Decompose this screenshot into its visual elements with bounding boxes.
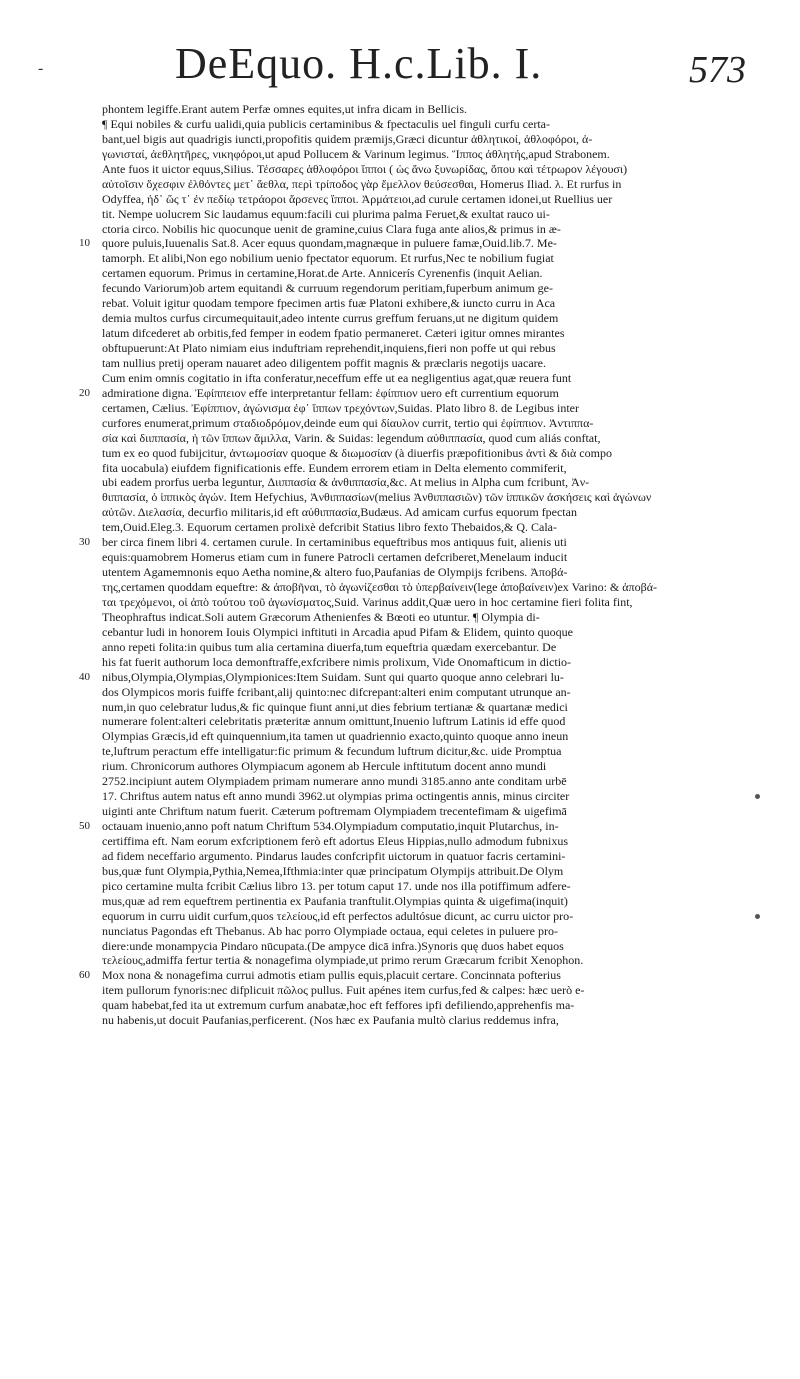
- text-line-content: tit. Nempe uolucrem Sic laudamus equum:facili cui plurima palma Feruet,& exultat rauco ui-: [102, 206, 550, 221]
- text-line: [102, 431, 742, 446]
- book-page: [38, 38, 750, 1338]
- text-line: [102, 998, 742, 1013]
- text-line: [102, 625, 742, 640]
- text-line-content: Theophraftus indicat.Soli autem Græcorum Athenienfes & Bœoti eo utuntur. ¶ Olympia di-: [102, 609, 540, 624]
- text-line-content: latum difcederet ab orbitis,fed femper in eodem fpatio permaneret. Cæteri igitur omnes mirantes: [102, 326, 565, 341]
- text-line: [102, 475, 742, 490]
- text-line: [102, 640, 742, 655]
- text-line-content: θιππασία, ὁ ἱππικὸς ἀγών. Item Hefychius, Ἀνθιππασίων(melius Ἀνθιππασιῶν) τῶν ἱππικῶν ἀσκήσεις καὶ ἀγώνων: [102, 490, 652, 505]
- text-line-content: admiratione digna. Ἐφίππειον effe interpretantur fellam: ἐφίππιον uero eft currentium equorum: [102, 385, 559, 400]
- text-line: [102, 610, 742, 625]
- text-line-content: num,in quo celebratur ludus,& fic quinque fiunt anni,ut dies febrium tertianæ & quartanæ medici: [102, 699, 568, 714]
- text-line: [102, 834, 742, 849]
- text-line: [102, 192, 742, 207]
- text-line: [79, 535, 742, 550]
- text-line: [102, 505, 742, 520]
- text-line-content: ¶ Equi nobiles & curfu ualidi,quia publicis certaminibus & fpectaculis uel finguli curfu certa-: [102, 116, 550, 131]
- text-line-content: tum ex eo quod fubijcitur, ἀντωμοσίαν quoque & διωμοσίαν (à diuerfis præpofitionibus ἀντὶ & διὰ compo: [102, 445, 612, 460]
- text-line: [102, 909, 742, 924]
- text-line-content: 17. Chriftus autem natus eft anno mundi 3962.ut olympias prima octingentis annis, minus circiter: [102, 789, 570, 804]
- margin-line-number: 30: [79, 536, 90, 549]
- text-line: [102, 102, 742, 117]
- ink-dot: [755, 794, 760, 799]
- text-line-content: της,certamen quoddam equeftre: & ἀποβῆναι, τὸ ἀγωνίζεσθαι τὸ ὑπερβαίνειν(lege ἀποβαίνειν)ex Varino: & ἀποβά-: [102, 580, 657, 594]
- text-line: [102, 251, 742, 266]
- text-line-content: diere:unde monampycia Pindaro nūcupata.(De ampyce dicā infra.)Synoris quę duos habet equos: [102, 938, 564, 953]
- text-line-content: αὐτῶν. Διελασία, decurfio militaris,id eft αὐθιππασία,Budæus. Ad amicam curfus equorum fpectan: [102, 505, 577, 520]
- text-line: [102, 222, 742, 237]
- ink-dot: [755, 914, 760, 919]
- text-line: [102, 804, 742, 819]
- text-line-content: tamorph. Et alibi,Non ego nobilium uenio fpectator equorum. Et rurfus,Nec te nobilium fugiat: [102, 251, 554, 266]
- text-line-content: ctoria circo. Nobilis hic quocunque uenit de gramine,cuius Clara fuga ante alios,& primus in æ-: [102, 221, 561, 236]
- text-line: [102, 924, 742, 939]
- text-line-content: certiffima eft. Nam eorum exfcriptionem ferò eft adortus Eleus Hippias,nullo admodum fubnixus: [102, 833, 568, 848]
- text-line: [102, 461, 742, 476]
- text-line: [102, 416, 742, 431]
- text-line-content: te,luftrum peractum effe intelligatur:fic primum & fecundum luftrum dicitur,&c. uide Promptua: [102, 744, 562, 759]
- page-number: 573: [689, 49, 746, 91]
- body-text: [79, 102, 742, 1028]
- text-line: [102, 595, 742, 610]
- text-line: [102, 341, 742, 356]
- text-line-content: 2752.incipiunt autem Olympiadem primam numerare anno mundi 3185.anno ante conditam urbē: [102, 774, 567, 789]
- text-line: [102, 655, 742, 670]
- text-line-content: numerare folent:alteri celebritatis præteritæ annum omittunt,Inuenio luftrum Latinis id effe quod: [102, 714, 566, 729]
- text-line-content: Ante fuos it uictor equus,Silius. Τέσσαρες ἀθλοφόροι ἵπποι ( ὡς ἄνω ξυνωρίδας, ὅπου καὶ τέτρωρον λέγουσι): [102, 161, 628, 176]
- text-line: [102, 953, 742, 968]
- text-line-content: Odyffea, ἠδ᾽ ὥς τ᾽ ἐν πεδίῳ τετράοροι ἄρσενες ἵπποι. Ἀρμάτειοι,ad curule certamen idonei,ut Ruellius uer: [102, 191, 613, 206]
- text-line: [102, 207, 742, 222]
- text-line: [102, 326, 742, 341]
- text-line: [102, 177, 742, 192]
- text-line: [102, 849, 742, 864]
- text-line: [102, 759, 742, 774]
- text-line: [102, 685, 742, 700]
- text-line-content: nunciatus Pagondas eft Thebanus. Ab hac porro Olympiade octaua, equi celetes in puluere pro-: [102, 923, 558, 938]
- text-line: [102, 446, 742, 461]
- margin-line-number: 50: [79, 820, 90, 832]
- text-line-content: nibus,Olympia,Olympias,Olympionices:Item Suidam. Sunt qui quarto quoque anno celebrari lu-: [102, 669, 564, 684]
- text-line: [102, 714, 742, 729]
- margin-line-number: 20: [79, 386, 90, 399]
- text-line: [102, 117, 742, 132]
- text-line-content: octauam inuenio,anno poft natum Chriftum 534.Olympiadum computatio,inquit Plutarchus, in-: [102, 819, 559, 833]
- text-line: [102, 744, 742, 759]
- text-line: [102, 700, 742, 715]
- text-line-content: dos Olympicos moris fuiffe fcribant,alij quinto:nec difcrepant:alteri enim computant utrunque an-: [102, 684, 571, 699]
- text-line: [102, 162, 742, 177]
- text-line: [102, 311, 742, 326]
- text-line-content: pico certamine multa fcribit Cælius libro 13. per totum caput 17. unde nos illa potiffimum adfere-: [102, 878, 571, 893]
- text-line: [102, 132, 742, 147]
- text-line: [102, 939, 742, 954]
- text-line-content: item pullorum fynoris:nec difplicuit πῶλος pullus. Fuit apénes item curfus,fed & calpes: hæc uerò e-: [102, 983, 585, 998]
- text-line-content: anno repeti folita:in quibus tum alia certamina diuerfa,tum equeftria quædam exercebantur. De: [102, 639, 557, 654]
- text-line: [102, 550, 742, 565]
- text-line: [102, 580, 742, 595]
- text-line: [102, 266, 742, 281]
- text-line-content: equis:quamobrem Homerus etiam cum in funere Patrocli certamen defcriberet,Menelaum inducit: [102, 550, 568, 565]
- text-line: [79, 968, 742, 983]
- text-line: [102, 281, 742, 296]
- text-line-content: certamen, Cælius. Ἐφίππιον, ἀγώνισμα ἐφ᾽ ἵππων τρεχόντων,Suidas. Plato libro 8. de Legibus inter: [102, 400, 579, 415]
- text-line-content: his fat fuerit authorum loca demonftraffe,exfcribere nimis prolixum, Vide Onomafticum in dictio-: [102, 654, 572, 669]
- text-line-content: Olympias Græcis,id eft quinquennium,ita tamen ut quadriennio exacto,quinto quoque anno ineun: [102, 729, 569, 744]
- text-line: [102, 356, 742, 371]
- text-line: [102, 729, 742, 744]
- text-line-content: rebat. Voluit igitur quodam tempore fpecimen artis fuæ Platoni exhibere,& iuncto curru in Aca: [102, 296, 556, 311]
- text-line: [102, 879, 742, 894]
- text-line-content: αὐτοῖσιν ὄχεσφιν ἐλθόντες μετ᾽ ἄεθλα, περὶ τρίποδος γὰρ ἔμελλον θεύσεσθαι, Homerus Iliad. λ. Et rurfus in: [102, 176, 622, 191]
- text-line-content: mus,quæ ad rem equeftrem pertinentia ex Paufania tranftulit.Olympias quinta & uigefima(inquit): [102, 893, 568, 908]
- text-line: [102, 789, 742, 804]
- running-head: [38, 38, 750, 100]
- text-line-content: Mox nona & nonagefima currui admotis etiam pullis equis,placuit certare. Concinnata pofterius: [102, 968, 561, 983]
- text-line: [102, 894, 742, 909]
- text-line-content: ber circa finem libri 4. certamen curule. In certaminibus equeftribus mos antiquus fuit, alienis uti: [102, 535, 567, 550]
- text-line: [102, 983, 742, 998]
- header-mark: -: [38, 60, 44, 77]
- text-line-content: cebantur ludi in honorem Iouis Olympici inftituti in Arcadia apud Pifam & Elidem, quinto quoque: [102, 624, 573, 639]
- text-line-content: bant,uel bigis aut quadrigis iuncti,propofitis quidem præmijs,Græci dicuntur ἀθλητικοί, ἀθλοφόροι, ἀ-: [102, 131, 593, 146]
- text-line-content: phontem legiffe.Erant autem Perfæ omnes equites,ut infra dicam in Bellicis.: [102, 102, 468, 116]
- text-line: [102, 296, 742, 311]
- text-line-content: utentem Agamemnonis equo Aetha nomine,& altero fuo,Paufanias de Olympijs fcribens. Ἀποβά-: [102, 565, 568, 580]
- text-line: [79, 669, 742, 685]
- text-line: [102, 565, 742, 580]
- text-line-content: bus,quæ funt Olympia,Pythia,Nemea,Ifthmia:inter quæ principatum Olympijs attribuit.De Olym: [102, 863, 564, 878]
- text-line-content: ται τρεχόμενοι, οἱ ἀπὸ τούτου τοῦ ἀγωνίσματος,Suid. Varinus addit,Quæ uero in hoc certamine fieri folita fint,: [102, 594, 633, 609]
- text-line-content: certamen equorum. Primus in certamine,Horat.de Arte. Annicerís Cyrenenfis (inquit Aelian.: [102, 266, 543, 281]
- text-line-content: ad fidem neceffario argumento. Pindarus laudes confcripfit uictorum in quatuor facris certamini-: [102, 848, 566, 863]
- text-line-content: quore puluis,Iuuenalis Sat.8. Acer equus quondam,magnæque in puluere famæ,Ouid.lib.7. Me-: [102, 236, 557, 251]
- margin-line-number: 60: [79, 969, 90, 982]
- text-line-content: curfores enumerat,primum σταδιοδρόμον,deinde eum qui δίαυλον currit, tertio qui ἐφίππιον. Ἀντιππα-: [102, 415, 594, 430]
- text-line-content: obftupuerunt:At Plato nimiam eius induftriam reprehendit,inquiens,fieri non poffe ut qui rebus: [102, 341, 556, 355]
- text-line: [102, 1013, 742, 1028]
- text-line: [102, 864, 742, 879]
- text-line-content: ubi eadem prorfus uerba leguntur, Διιππασία & ἀνθιππασία,&c. At melius in Alpha cum fcribunt, Ἀν-: [102, 475, 590, 490]
- text-line-content: uiginti ante Chriftum natum fuerit. Cæterum poftremam Olympiadem trecentefimam & uigefimā: [102, 804, 567, 819]
- text-line-content: fecundo Variorum)ob artem equitandi & curruum regendorum peritiam,fuperbum animum ge-: [102, 281, 553, 296]
- text-line-content: nu habenis,ut docuit Paufanias,perficerent. (Nos hæc ex Paufania multò clarius reddemus infra,: [102, 1013, 559, 1028]
- text-line-content: tem,Ouid.Eleg.3. Equorum certamen prolixè defcribit Statius libro fexto Thebaidos,& Q. Cala-: [102, 520, 557, 535]
- text-line: [79, 236, 742, 251]
- text-line: [79, 385, 742, 401]
- text-line-content: γωνισταί, ἀεθλητῆρες, νικηφόροι,ut apud Pollucem & Varinum legimus. Ἵππος ἀθλητής,apud Strabonem.: [102, 146, 610, 161]
- text-line-content: tam nullius pretij operam nauaret adeo diligentem poffit magnis & præclaris negotijs uacare.: [102, 355, 546, 370]
- text-line-content: rium. Chronicorum authores Olympiacum agonem ab Hercule inftitutum docent anno mundi: [102, 759, 547, 774]
- margin-line-number: 10: [79, 237, 90, 250]
- text-line-content: demia multos curfus circumequitauit,adeo intente currus greffum feruans,ut ne digitum quidem: [102, 311, 559, 326]
- text-line: [102, 371, 742, 386]
- text-line: [102, 147, 742, 162]
- text-line-content: Cum enim omnis cogitatio in ifta conferatur,neceffum effe ut ea negligentius agat,quæ reuera funt: [102, 370, 572, 385]
- running-title: DeEquo. H.c.Lib. I.: [175, 39, 543, 88]
- text-line: [102, 774, 742, 789]
- text-line-content: equorum in curru uidit curfum,quos τελείους,id eft perfectos adultósue dicunt, ac curru uictor pro-: [102, 908, 574, 923]
- text-line: [102, 520, 742, 535]
- text-line-content: fita uocabula) eiufdem fignificationis effe. Eundem errorem etiam in Delta elemento commiferit,: [102, 460, 567, 475]
- text-line-content: σία καὶ διιππασία, ἡ τῶν ἵππων ἅμιλλα, Varin. & Suidas: legendum αὐθιππασία, quod cum aliás conftat,: [102, 430, 601, 445]
- text-line: [102, 490, 742, 505]
- text-line-content: quam habebat,fed ita ut extremum curfum anabatæ,hoc eft feffores ipfi defiliendo,apprehenfis ma-: [102, 998, 575, 1013]
- text-line: [102, 401, 742, 416]
- text-line-content: τελείους,admiffa fertur tertia & nonagefima olympiade,ut primo rerum Græcarum fcribit Xenophon.: [102, 953, 584, 968]
- text-line: [79, 819, 742, 834]
- margin-line-number: 40: [79, 670, 90, 683]
